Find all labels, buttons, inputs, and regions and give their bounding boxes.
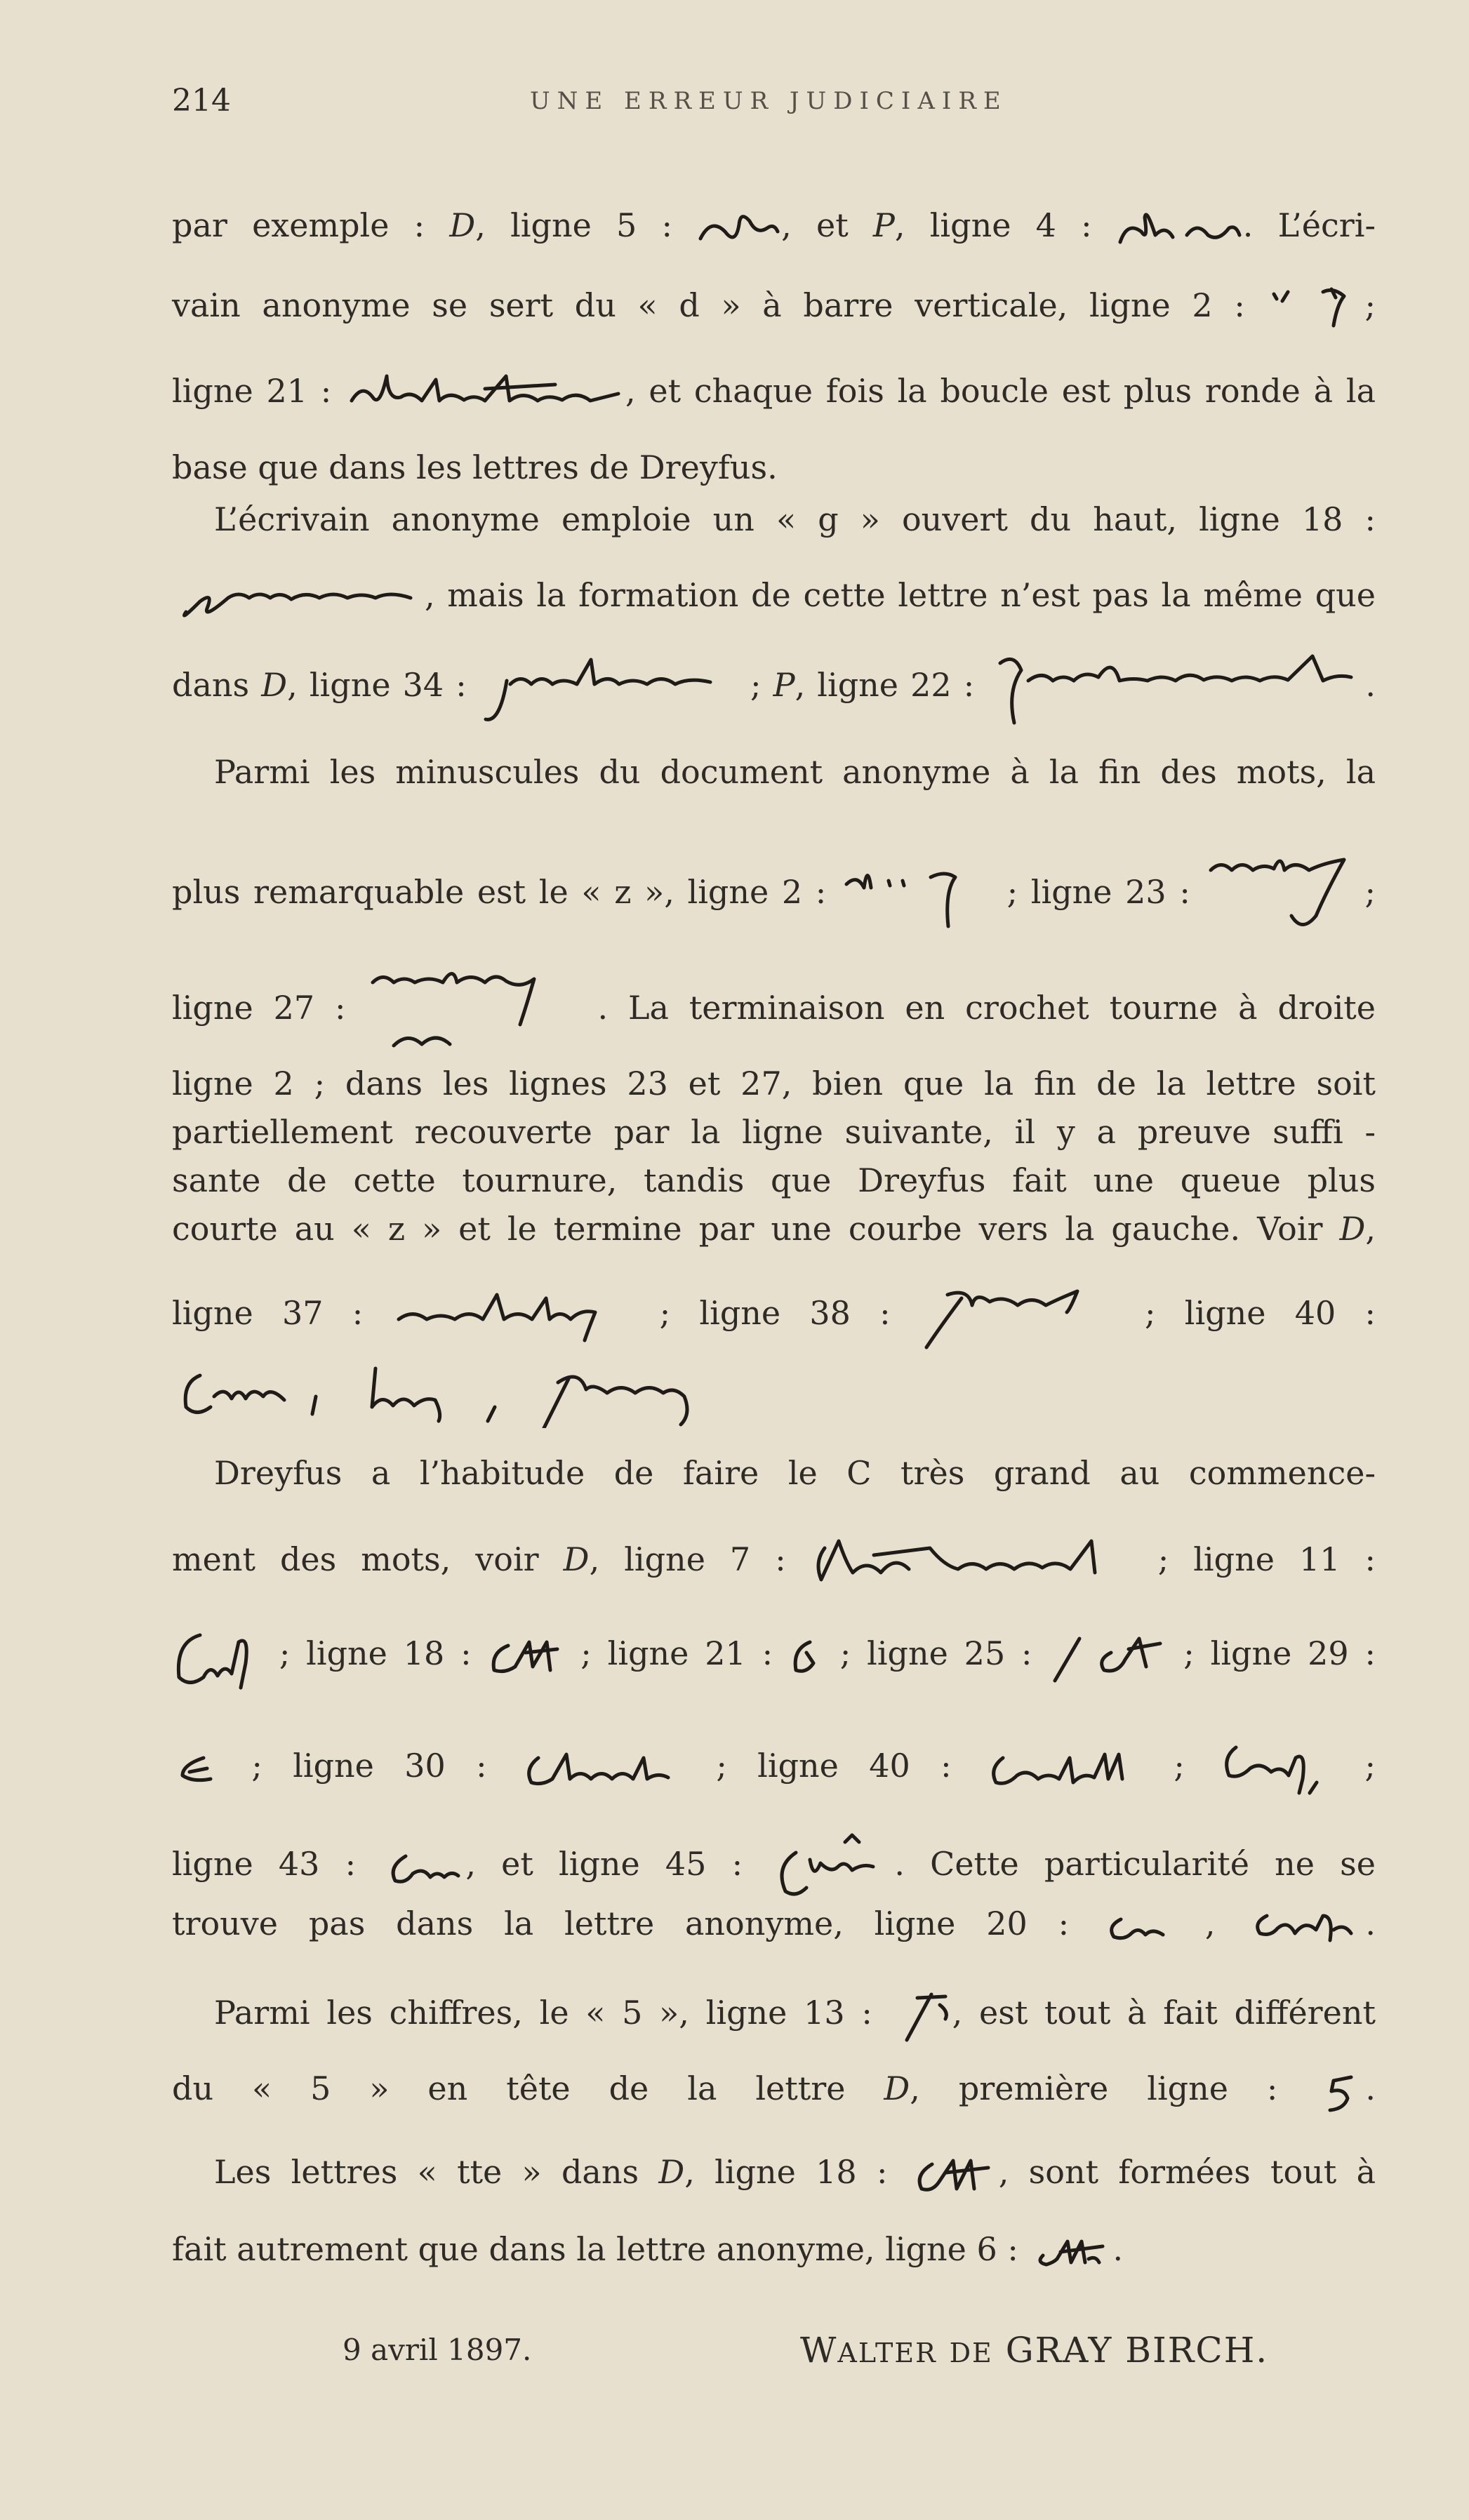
text-line: partiellement recouverte par la ligne suivante, il y a preuve suffi -: [172, 1113, 1376, 1151]
text-line: ligne 2 ; dans les lignes 23 et 27, bien que la fin de la lettre soit: [172, 1065, 1376, 1102]
text-line: par exemple : D, ligne 5 : , et P, ligne 4 : . L’écri-: [172, 204, 1376, 253]
text-line: Dreyfus a l’habitude de faire le C très grand au commence-: [214, 1454, 1376, 1492]
text-line: ligne 37 : ; ligne 38 : ; ligne 40 :: [172, 1277, 1376, 1354]
handwriting-sample: [768, 1832, 894, 1902]
handwriting-sample: [517, 1744, 686, 1793]
text-line: trouve pas dans la lettre anonyme, ligne 20 : , .: [172, 1902, 1376, 1951]
signature: WALTER DE GRAY BIRCH.: [800, 2330, 1269, 2371]
handwriting-sample: [487, 1632, 564, 1681]
handwriting-sample: [982, 1744, 1143, 1793]
text-line: plus remarquable est le « z », ligne 2 : ; ligne 23 : ;: [172, 849, 1376, 940]
text-line: ; ligne 18 : ; ligne 21 : ; ligne 25 : ; ligne 29 :: [172, 1621, 1376, 1691]
handwriting-sample: [811, 1534, 1134, 1590]
handwriting-sample: [1215, 1737, 1334, 1800]
handwriting-sample: [1246, 1902, 1365, 1951]
text-line: , mais la formation de cette lettre n’est pas la même que: [172, 570, 1376, 626]
text-line: sante de cette tournure, tandis que Dreyfus fait une queue plus: [172, 1161, 1376, 1199]
handwriting-sample: [789, 1632, 824, 1681]
handwriting-sample: [172, 1747, 221, 1789]
handwriting-sample: [479, 653, 738, 723]
text-line: [172, 1358, 1376, 1421]
page-header: [0, 83, 1469, 125]
handwriting-sample: [919, 1277, 1116, 1354]
page-number: 214: [172, 83, 231, 119]
handwriting-sample: [1100, 1905, 1205, 1947]
text-line: dans D, ligne 34 : ; P, ligne 22 : .: [172, 649, 1376, 726]
handwriting-sample: [1048, 1628, 1167, 1684]
running-title: UNE ERREUR JUDICIAIRE: [530, 87, 1008, 115]
handwriting-sample: [697, 204, 781, 253]
handwriting-sample: [1204, 849, 1365, 940]
handwriting-sample: [1316, 2067, 1365, 2116]
handwriting-sample: [345, 369, 625, 418]
text-line: vain anonyme se sert du « d » à barre verticale, ligne 2 : ;: [172, 284, 1376, 333]
text-line: fait autrement que dans la lettre anonyme, ligne 6 : .: [172, 2228, 1376, 2273]
handwriting-sample: [392, 1288, 630, 1344]
handwriting-sample: [1029, 2231, 1113, 2273]
text-line: Les lettres « tte » dans D, ligne 18 : , sont formées tout à: [214, 2150, 1376, 2199]
handwriting-sample: [839, 856, 994, 933]
text-line: Parmi les minuscules du document anonyme à la fin des mots, la: [214, 753, 1376, 791]
handwriting-sample: [172, 1358, 762, 1428]
text-line: ; ligne 30 : ; ligne 40 : ; ;: [172, 1737, 1376, 1800]
text-line: ligne 21 : , et chaque fois la boucle est plus ronde à la: [172, 369, 1376, 418]
text-line: ligne 27 : . La terminaison en crochet tourne à droite: [172, 961, 1376, 1060]
handwriting-sample: [172, 1621, 263, 1691]
text-line: Parmi les chiffres, le « 5 », ligne 13 : , est tout à fait différent: [214, 1984, 1376, 2047]
text-line: du « 5 » en tête de la lettre D, première ligne : .: [172, 2067, 1376, 2116]
handwriting-sample: [366, 961, 597, 1060]
handwriting-sample: [889, 1984, 952, 2047]
handwriting-sample: [172, 570, 425, 626]
handwriting-sample: [1117, 204, 1243, 253]
text-line: courte au « z » et le termine par une courbe vers la gauche. Voir D,: [172, 1210, 1376, 1248]
text-line: ligne 43 : , et ligne 45 : . Cette particularité ne se: [172, 1832, 1376, 1902]
text-line: base que dans les lettres de Dreyfus.: [172, 448, 778, 486]
page-footer: [0, 2330, 1469, 2379]
letter-date: 9 avril 1897.: [343, 2333, 532, 2367]
handwriting-sample: [381, 1842, 465, 1891]
text-line: ment des mots, voir D, ligne 7 : ; ligne 11 :: [172, 1534, 1376, 1590]
handwriting-sample: [908, 2150, 999, 2199]
text-line: L’écrivain anonyme emploie un « g » ouvert du haut, ligne 18 :: [214, 500, 1376, 538]
handwriting-sample: [986, 649, 1365, 726]
handwriting-sample: [1267, 284, 1365, 333]
